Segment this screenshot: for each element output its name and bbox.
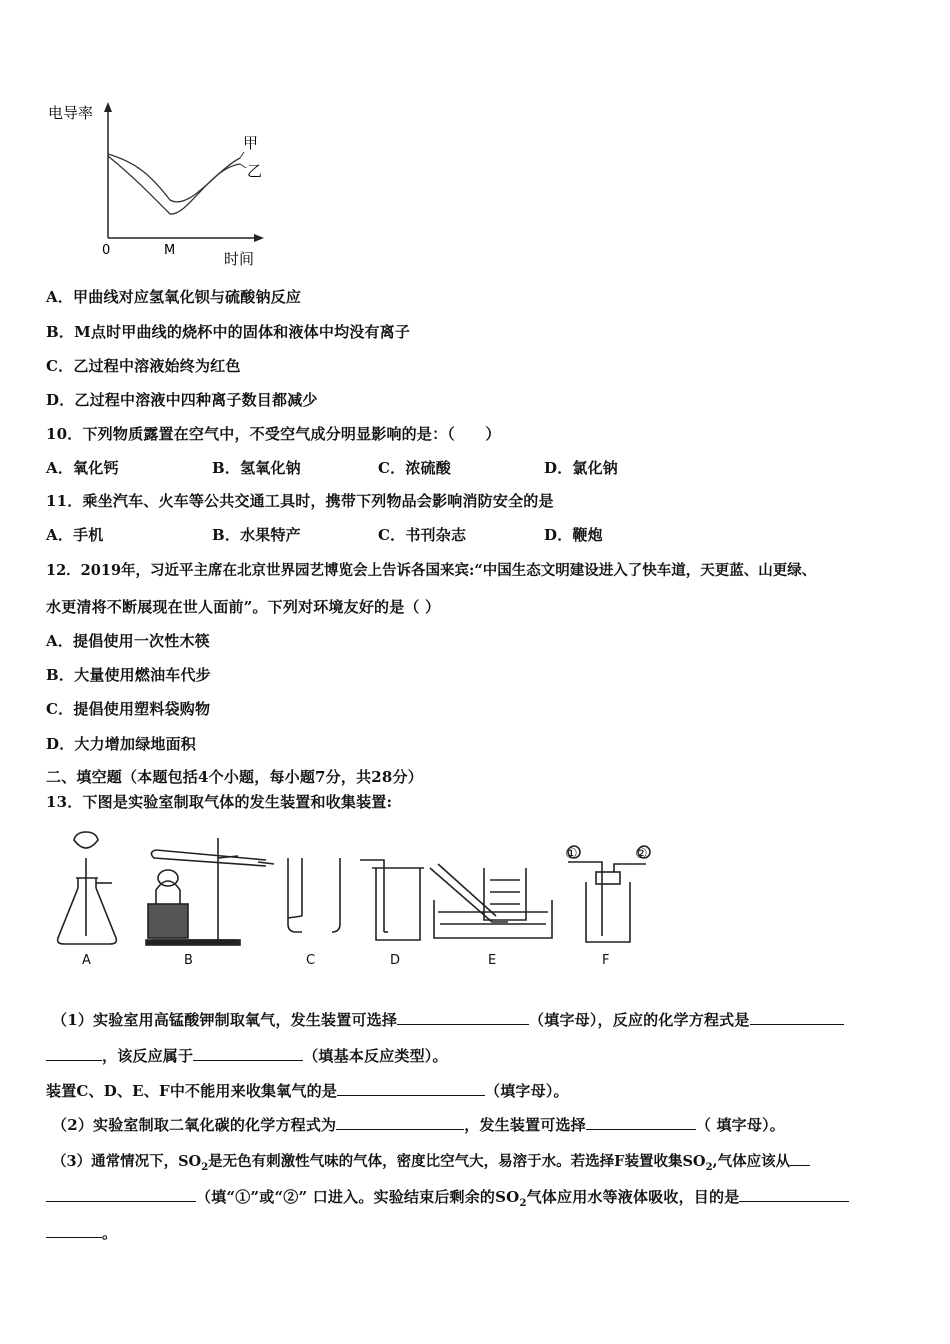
apparatus-label-d: D	[390, 953, 401, 968]
q13-p3-text-e: 气体应用水等液体吸收，目的是	[526, 1188, 740, 1206]
curve-yi-label: 乙	[247, 162, 263, 180]
port-1-label: ①	[565, 846, 578, 862]
apparatus-label-a: A	[82, 953, 91, 968]
q12-stem-line1: 12．2019年，习近平主席在北京世界园艺博览会上告诉各国来宾:“中国生态文明建设进入了快车道，天更蓝、山更绿、	[46, 562, 817, 579]
section-2-heading: 二、填空题（本题包括4个小题，每小题7分，共28分）	[46, 768, 423, 786]
port-2-label: ②	[635, 846, 648, 862]
graph-ylabel: 电导率	[48, 104, 94, 122]
answer-blank[interactable]	[750, 1010, 844, 1025]
subscript-2: 2	[705, 1161, 713, 1173]
q13-p1-text-d: （填基本反应类型）。	[303, 1047, 448, 1065]
graph-xlabel: 时间	[224, 250, 255, 268]
q10-option-a: A．氧化钙	[46, 459, 119, 477]
apparatus-label-f: F	[602, 953, 610, 968]
subscript-2: 2	[201, 1161, 209, 1173]
subscript-2: 2	[519, 1198, 527, 1209]
curve-jia-label: 甲	[243, 134, 259, 152]
graph-m-label: M	[164, 243, 176, 258]
apparatus-label-e: E	[488, 953, 497, 968]
q13-p3-text-a: （3）通常情况下，SO	[52, 1153, 202, 1170]
answer-blank[interactable]	[46, 1187, 196, 1202]
conductivity-graph	[40, 96, 280, 276]
q11-options	[46, 524, 603, 545]
q13-p3-text-d: （填“①”或“②” 口进入。实验结束后剩余的SO	[196, 1188, 520, 1206]
answer-blank[interactable]	[336, 1115, 464, 1130]
q13-part1-line1	[52, 1009, 844, 1030]
q13-part2	[52, 1114, 785, 1135]
q11-option-d: D．鞭炮	[544, 526, 603, 544]
q13-stem: 13．下图是实验室制取气体的发生装置和收集装置:	[46, 793, 393, 811]
q13-p3-text-f: 。	[102, 1224, 118, 1242]
q13-p3-text-b: 是无色有刺激性气味的气体，密度比空气大，易溶于水。若选择F装置收集SO	[208, 1153, 706, 1170]
q9-option-c: C．乙过程中溶液始终为红色	[46, 357, 241, 375]
q11-option-a: A．手机	[46, 526, 104, 544]
apparatus-a	[58, 832, 117, 944]
q13-part1-line3	[46, 1080, 569, 1101]
q13-p1-text-e: 装置C、D、E、F中不能用来收集氧气的是	[46, 1082, 338, 1100]
apparatus-label-c: C	[306, 953, 316, 968]
q10-option-b: B．氢氧化钠	[212, 459, 301, 477]
q13-part3-line3	[46, 1222, 117, 1243]
q12-stem-line2: 水更清将不断展现在世人面前”。下列对环境友好的是（ ）	[46, 598, 441, 616]
q13-part1-line2	[46, 1045, 448, 1066]
curve-yi	[108, 156, 240, 214]
apparatus-c	[288, 858, 340, 932]
answer-blank[interactable]	[586, 1115, 696, 1130]
q11-option-b: B．水果特产	[212, 526, 301, 544]
curve-jia	[108, 154, 240, 202]
apparatus-b	[146, 838, 274, 945]
graph-origin: 0	[102, 243, 111, 258]
answer-blank[interactable]	[193, 1046, 303, 1061]
q11-stem: 11．乘坐汽车、火车等公共交通工具时，携带下列物品会影响消防安全的是	[46, 492, 554, 510]
answer-blank[interactable]	[46, 1046, 102, 1061]
q13-p2-text-b: ，发生装置可选择	[464, 1116, 586, 1134]
q13-part3-line2	[46, 1186, 849, 1209]
q10-stem: 10．下列物质露置在空气中，不受空气成分明显影响的是：（ ）	[46, 425, 501, 443]
q13-p2-text-a: （2）实验室制取二氧化碳的化学方程式为	[52, 1116, 337, 1134]
q12-option-b: B．大量使用燃油车代步	[46, 666, 211, 684]
q10-options	[46, 457, 618, 478]
q10-option-c: C．浓硫酸	[378, 459, 451, 477]
q10-option-d: D．氯化钠	[544, 459, 619, 477]
q13-p1-text-b: （填字母），反应的化学方程式是	[529, 1011, 750, 1029]
q9-option-a: A．甲曲线对应氢氧化钡与硫酸钠反应	[46, 288, 302, 306]
q11-option-c: C．书刊杂志	[378, 526, 467, 544]
apparatus-e	[430, 864, 552, 938]
q13-p1-text-a: （1）实验室用高锰酸钾制取氧气，发生装置可选择	[52, 1011, 398, 1029]
q9-option-d: D．乙过程中溶液中四种离子数目都减少	[46, 391, 318, 409]
answer-blank[interactable]	[790, 1151, 810, 1166]
answer-blank[interactable]	[397, 1010, 529, 1025]
q13-p2-text-c: （ 填字母）。	[695, 1116, 785, 1134]
q13-p3-text-c: ,气体应该从	[712, 1153, 791, 1170]
answer-blank[interactable]	[337, 1081, 485, 1096]
q9-option-b: B．M点时甲曲线的烧杯中的固体和液体中均没有离子	[46, 323, 411, 341]
lab-apparatus-figure	[48, 828, 668, 976]
apparatus-label-b: B	[184, 953, 193, 968]
q13-part3-line1	[52, 1150, 810, 1173]
q13-p1-text-f: （填字母）。	[485, 1082, 569, 1100]
q12-option-a: A．提倡使用一次性木筷	[46, 632, 210, 650]
q12-option-c: C．提倡使用塑料袋购物	[46, 700, 211, 718]
q13-p1-text-c: ，该反应属于	[102, 1047, 194, 1065]
q12-option-d: D．大力增加绿地面积	[46, 735, 197, 753]
answer-blank[interactable]	[46, 1223, 102, 1238]
answer-blank[interactable]	[739, 1187, 849, 1202]
apparatus-d	[360, 860, 424, 940]
